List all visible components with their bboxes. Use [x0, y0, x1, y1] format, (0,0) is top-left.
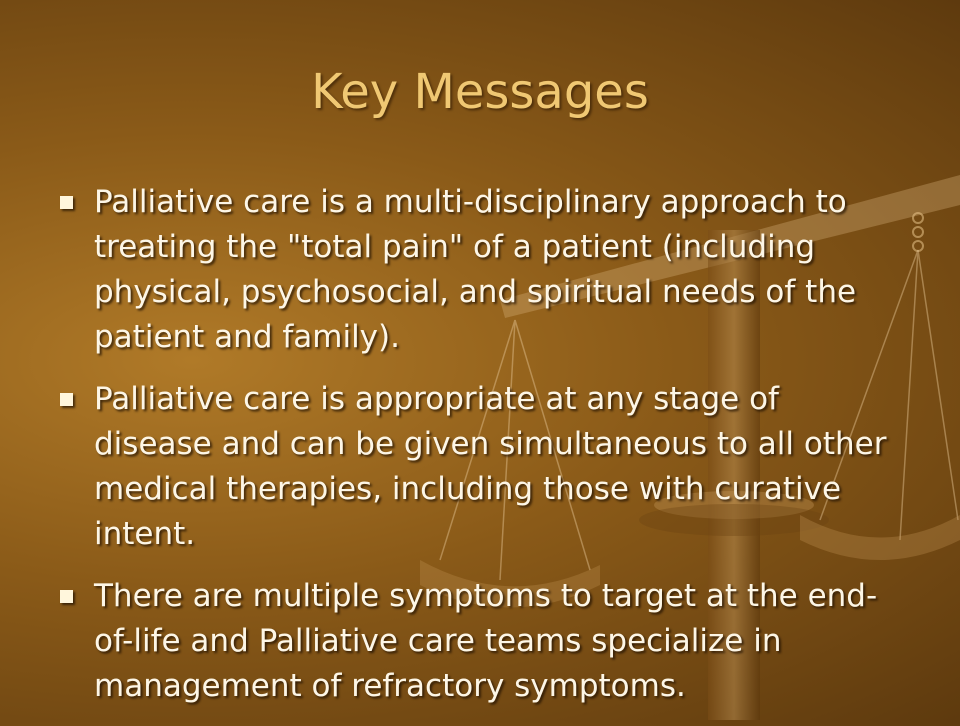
square-bullet-icon	[60, 590, 73, 603]
square-bullet-icon	[60, 196, 73, 209]
scale-chain	[913, 213, 923, 251]
bullet-item	[56, 180, 906, 360]
bullet-text: There are multiple symptoms to target at the end-of-life and Palliative care teams specialize in management of refractory symptoms.	[94, 578, 878, 704]
bullet-item	[56, 377, 906, 557]
bullet-text: Palliative care is appropriate at any stage of disease and can be given simultaneous to all other medical therapies, including those with curative intent.	[94, 381, 887, 552]
square-bullet-icon	[60, 393, 73, 406]
slide-title: Key Messages	[311, 64, 649, 120]
bullet-list	[56, 180, 906, 726]
bullet-text: Palliative care is a multi-disciplinary approach to treating the "total pain" of a patient (including physical, psychosocial, and spiritual needs of the patient and family).	[94, 184, 857, 355]
bullet-item	[56, 574, 906, 709]
